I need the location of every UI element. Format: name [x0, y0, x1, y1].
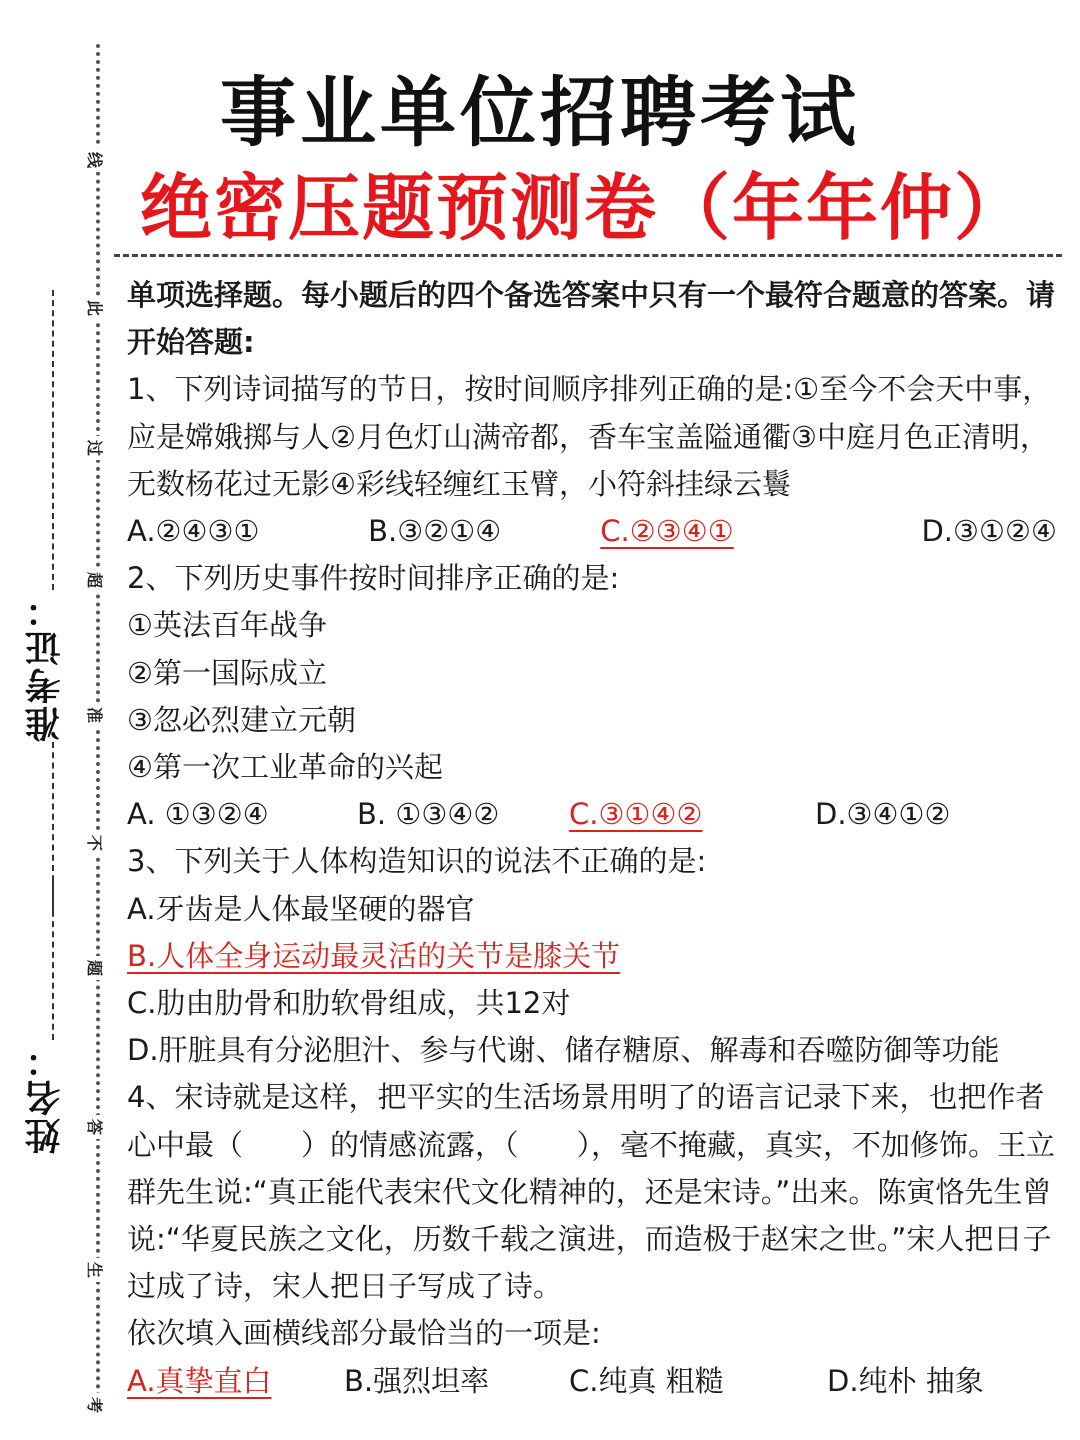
- question-content: [127, 272, 1057, 1405]
- margin-char: 超: [84, 568, 104, 592]
- question-3-stem: 3、下列关于人体构造知识的说法不正确的是:: [127, 844, 707, 879]
- instructions: 单项选择题。每小题后的四个备选答案中只有一个最符合题意的答案。请开始答题:: [127, 278, 1056, 360]
- option-a[interactable]: A.②④③①: [127, 514, 260, 549]
- option-c[interactable]: C.纯真 粗糙: [569, 1363, 724, 1398]
- option-c-correct[interactable]: C.②③④①: [600, 514, 734, 549]
- option-a-correct[interactable]: A.真挚直白: [127, 1363, 272, 1398]
- name-blank[interactable]: [52, 880, 54, 1040]
- question-4-prompt: 依次填入画横线部分最恰当的一项是:: [127, 1316, 601, 1351]
- question-1-stem: 1、下列诗词描写的节日，按时间顺序排列正确的是:①至今不会天中事，应是嫦娥掷与人②月色灯山满帝都，香车宝盖隘通衢③中庭月色正清明，无数杨花过无影④彩线轻缠红玉臂，小符斜挂绿云鬟: [127, 372, 1052, 501]
- margin-char: 题: [84, 956, 104, 980]
- question-2-item: ④第一次工业革命的兴起: [127, 750, 443, 785]
- margin-char: 考: [84, 1393, 104, 1417]
- option-c-correct[interactable]: C.③①④②: [569, 797, 703, 832]
- exam-id-field[interactable]: [16, 290, 72, 912]
- option-b[interactable]: B.③②①④: [368, 514, 502, 549]
- question-1-options: [127, 508, 1057, 555]
- margin-char: 过: [84, 436, 104, 460]
- question-2-item: ①英法百年战争: [127, 608, 327, 643]
- option-a[interactable]: A. ①③②④: [127, 797, 269, 832]
- exam-id-blank[interactable]: [52, 290, 54, 590]
- margin-char: 准: [84, 703, 104, 727]
- question-2-stem: 2、下列历史事件按时间排序正确的是:: [127, 561, 620, 596]
- option-d[interactable]: D.肝脏具有分泌胆汁、参与代谢、储存糖原、解毒和吞噬防御等功能: [127, 1033, 1000, 1068]
- option-b[interactable]: B. ①③④②: [357, 797, 500, 832]
- option-b[interactable]: B.强烈坦率: [344, 1363, 490, 1398]
- margin-char: 生: [84, 1258, 104, 1282]
- page-subtitle: 绝密压题预测卷（年年仲）: [140, 165, 1029, 250]
- name-field[interactable]: [16, 880, 72, 1154]
- margin-char: 线: [84, 148, 104, 172]
- exam-id-label: 准考证：: [23, 590, 66, 742]
- option-d[interactable]: D.③①②④: [921, 514, 1057, 549]
- option-b-correct[interactable]: B.人体全身运动最灵活的关节是膝关节: [127, 938, 621, 973]
- option-a[interactable]: A.牙齿是人体最坚硬的器官: [127, 891, 475, 926]
- margin-char: 不: [84, 831, 104, 855]
- question-4-options: [127, 1358, 1057, 1405]
- option-c[interactable]: C.肋由肋骨和肋软骨组成，共12对: [127, 986, 571, 1021]
- header-divider: [114, 254, 1062, 257]
- binding-margin-text: [82, 150, 106, 1420]
- option-d[interactable]: D.纯朴 抽象: [827, 1363, 984, 1398]
- option-d[interactable]: D.③④①②: [815, 797, 951, 832]
- question-2-item: ③忽必烈建立元朝: [127, 702, 356, 737]
- question-2-options: [127, 791, 1057, 838]
- page-title: 事业单位招聘考试: [220, 68, 860, 157]
- question-2-item: ②第一国际成立: [127, 655, 327, 690]
- margin-char: 答: [84, 1115, 104, 1139]
- name-label: 姓名：: [23, 1040, 66, 1154]
- margin-char: 此: [84, 296, 104, 320]
- question-4-stem: 4、宋诗就是这样，把平实的生活场景用明了的语言记录下来，也把作者心中最（ ）的情感流露，（ ），毫不掩藏，真实，不加修饰。王立群先生说:“真正能代表宋代文化精神的，还是宋诗。”出来。陈寅恪先生曾说:“华夏民族之文化，历数千载之演进，而造极于赵宋之世。”宋人把日子过成了诗，宋人把日子写成了诗。: [127, 1080, 1056, 1304]
